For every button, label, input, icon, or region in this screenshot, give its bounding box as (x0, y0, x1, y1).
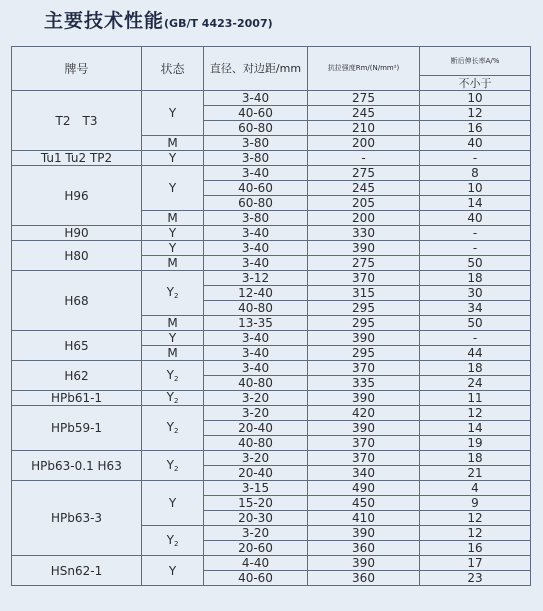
table-row (12, 451, 531, 466)
state-label: M (167, 316, 178, 330)
page-title (44, 6, 273, 33)
cell-tensile: 390 (308, 391, 420, 406)
cell-tensile: 245 (308, 106, 420, 121)
cell-tensile: 370 (308, 361, 420, 376)
cell-state (142, 226, 204, 241)
cell-elongation: 12 (420, 106, 531, 121)
cell-state (142, 316, 204, 331)
cell-elongation: 34 (420, 301, 531, 316)
cell-elongation: 44 (420, 346, 531, 361)
cell-tensile: 390 (308, 556, 420, 571)
cell-tensile: 490 (308, 481, 420, 496)
table-row (12, 406, 531, 421)
cell-state (142, 151, 204, 166)
state-label: Y (168, 106, 177, 120)
cell-state (142, 271, 204, 316)
cell-size: 40-60 (204, 571, 308, 586)
cell-state (142, 346, 204, 361)
cell-grade: H68 (12, 271, 142, 331)
cell-elongation: 18 (420, 451, 531, 466)
cell-grade: H96 (12, 166, 142, 226)
state-label: Y (166, 285, 174, 299)
table-row (12, 241, 531, 256)
table-row (12, 361, 531, 376)
cell-elongation: 23 (420, 571, 531, 586)
cell-elongation: 40 (420, 136, 531, 151)
cell-tensile: 210 (308, 121, 420, 136)
state-label: Y (168, 226, 177, 240)
state-subscript: 2 (173, 427, 179, 435)
cell-tensile: 360 (308, 571, 420, 586)
cell-elongation: 19 (420, 436, 531, 451)
cell-size: 40-80 (204, 376, 308, 391)
cell-elongation: 8 (420, 166, 531, 181)
cell-elongation: 18 (420, 271, 531, 286)
state-label: Y (166, 532, 174, 547)
cell-tensile: 370 (308, 451, 420, 466)
cell-size: 3-40 (204, 361, 308, 376)
table-row (12, 91, 531, 106)
state-label: M (167, 346, 178, 360)
cell-size: 13-35 (204, 316, 308, 331)
cell-state (142, 256, 204, 271)
cell-elongation: - (420, 331, 531, 346)
cell-size: 3-40 (204, 346, 308, 361)
cell-elongation: 24 (420, 376, 531, 391)
cell-tensile: 275 (308, 256, 420, 271)
state-label: Y (166, 390, 174, 404)
cell-elongation: 17 (420, 556, 531, 571)
cell-elongation: 16 (420, 121, 531, 136)
cell-state (142, 91, 204, 136)
cell-state (142, 526, 204, 556)
cell-elongation: 10 (420, 181, 531, 196)
cell-size: 3-80 (204, 151, 308, 166)
cell-elongation: 16 (420, 541, 531, 556)
title-main: 主要技术性能 (44, 10, 165, 32)
table-row (12, 391, 531, 406)
state-label: M (167, 211, 178, 225)
state-label: M (167, 136, 178, 150)
state-subscript: 2 (173, 539, 179, 548)
cell-elongation: 50 (420, 316, 531, 331)
cell-elongation: - (420, 241, 531, 256)
cell-tensile: 420 (308, 406, 420, 421)
state-label: Y (168, 151, 177, 165)
cell-size: 3-20 (204, 526, 308, 541)
cell-size: 20-40 (204, 421, 308, 436)
cell-elongation: 50 (420, 256, 531, 271)
header-elongation: 断后伸长率A/% (420, 47, 531, 76)
table-row (12, 481, 531, 496)
cell-state (142, 451, 204, 481)
state-label: Y (168, 241, 177, 255)
state-label: Y (166, 420, 174, 434)
cell-size: 3-40 (204, 166, 308, 181)
header-elongation-min: 不小于 (420, 76, 531, 91)
cell-tensile: 315 (308, 286, 420, 301)
cell-grade: T2 T3 (12, 91, 142, 151)
cell-size: 4-40 (204, 556, 308, 571)
cell-size: 3-80 (204, 136, 308, 151)
cell-elongation: 10 (420, 91, 531, 106)
cell-elongation: 12 (420, 526, 531, 541)
cell-elongation: 14 (420, 196, 531, 211)
cell-size: 3-40 (204, 226, 308, 241)
cell-elongation: 21 (420, 466, 531, 481)
cell-elongation: - (420, 226, 531, 241)
cell-tensile: 295 (308, 301, 420, 316)
table-row (12, 151, 531, 166)
cell-state (142, 481, 204, 526)
header-grade: 牌号 (12, 47, 142, 91)
cell-size: 3-20 (204, 451, 308, 466)
cell-size: 3-80 (204, 211, 308, 226)
cell-size: 3-12 (204, 271, 308, 286)
cell-elongation: 30 (420, 286, 531, 301)
cell-size: 20-60 (204, 541, 308, 556)
cell-elongation: 4 (420, 481, 531, 496)
cell-size: 12-40 (204, 286, 308, 301)
cell-tensile: 275 (308, 166, 420, 181)
cell-size: 3-20 (204, 391, 308, 406)
cell-grade: HSn62-1 (12, 556, 142, 586)
table-row (12, 331, 531, 346)
cell-state (142, 391, 204, 406)
state-subscript: 2 (173, 374, 179, 383)
cell-state (142, 331, 204, 346)
state-label: Y (168, 181, 177, 195)
cell-size: 3-20 (204, 406, 308, 421)
cell-grade: HPb63-0.1 H63 (12, 451, 142, 481)
cell-tensile: 410 (308, 511, 420, 526)
cell-state (142, 361, 204, 391)
cell-state (142, 556, 204, 586)
table-body (12, 91, 531, 586)
cell-grade: H90 (12, 226, 142, 241)
cell-size: 3-40 (204, 331, 308, 346)
cell-elongation: - (420, 151, 531, 166)
cell-size: 3-15 (204, 481, 308, 496)
cell-tensile: 335 (308, 376, 420, 391)
cell-size: 40-80 (204, 301, 308, 316)
cell-tensile: 295 (308, 316, 420, 331)
cell-tensile: 360 (308, 541, 420, 556)
cell-grade: H65 (12, 331, 142, 361)
cell-size: 40-60 (204, 181, 308, 196)
header-state: 状态 (142, 47, 204, 91)
cell-tensile: 340 (308, 466, 420, 481)
cell-tensile: 390 (308, 421, 420, 436)
cell-tensile: 200 (308, 136, 420, 151)
state-subscript: 2 (173, 464, 179, 473)
cell-state (142, 136, 204, 151)
header-size: 直径、对边距/mm (204, 47, 308, 91)
cell-state (142, 166, 204, 211)
table-row (12, 166, 531, 181)
cell-tensile: 275 (308, 91, 420, 106)
state-label: Y (166, 367, 174, 382)
cell-elongation: 12 (420, 406, 531, 421)
cell-tensile: 295 (308, 346, 420, 361)
state-label: Y (166, 457, 174, 472)
cell-size: 15-20 (204, 496, 308, 511)
cell-tensile: 205 (308, 196, 420, 211)
cell-tensile: 390 (308, 331, 420, 346)
cell-size: 3-40 (204, 241, 308, 256)
cell-grade: H62 (12, 361, 142, 391)
cell-grade: HPb63-3 (12, 481, 142, 556)
table-row (12, 556, 531, 571)
header-tensile-strength: 抗拉强度Rm/(N/mm²) (308, 47, 420, 91)
cell-elongation: 12 (420, 511, 531, 526)
cell-size: 3-40 (204, 91, 308, 106)
cell-tensile: 450 (308, 496, 420, 511)
state-label: Y (168, 496, 177, 510)
state-subscript: 2 (173, 397, 179, 405)
cell-tensile: 370 (308, 436, 420, 451)
cell-tensile: 245 (308, 181, 420, 196)
cell-tensile: 390 (308, 526, 420, 541)
cell-tensile: 200 (308, 211, 420, 226)
cell-size: 60-80 (204, 121, 308, 136)
cell-elongation: 18 (420, 361, 531, 376)
cell-grade: HPb61-1 (12, 391, 142, 406)
title-standard: (GB/T 4423-2007) (164, 17, 273, 30)
cell-size: 40-60 (204, 106, 308, 121)
state-subscript: 2 (173, 292, 179, 300)
cell-state (142, 406, 204, 451)
cell-size: 3-40 (204, 256, 308, 271)
cell-elongation: 40 (420, 211, 531, 226)
cell-size: 60-80 (204, 196, 308, 211)
cell-tensile: 390 (308, 241, 420, 256)
table-row (12, 271, 531, 286)
cell-state (142, 241, 204, 256)
cell-tensile: - (308, 151, 420, 166)
cell-size: 20-30 (204, 511, 308, 526)
cell-elongation: 9 (420, 496, 531, 511)
cell-tensile: 370 (308, 271, 420, 286)
cell-state (142, 211, 204, 226)
cell-elongation: 11 (420, 391, 531, 406)
cell-size: 40-80 (204, 436, 308, 451)
cell-tensile: 330 (308, 226, 420, 241)
table-row (12, 226, 531, 241)
cell-grade: HPb59-1 (12, 406, 142, 451)
cell-elongation: 14 (420, 421, 531, 436)
header-row (12, 47, 531, 76)
cell-grade: Tu1 Tu2 TP2 (12, 151, 142, 166)
cell-size: 20-40 (204, 466, 308, 481)
cell-grade: H80 (12, 241, 142, 271)
state-label: M (167, 256, 178, 270)
tech-spec-table (11, 46, 531, 586)
state-label: Y (168, 331, 177, 345)
state-label: Y (168, 563, 177, 578)
